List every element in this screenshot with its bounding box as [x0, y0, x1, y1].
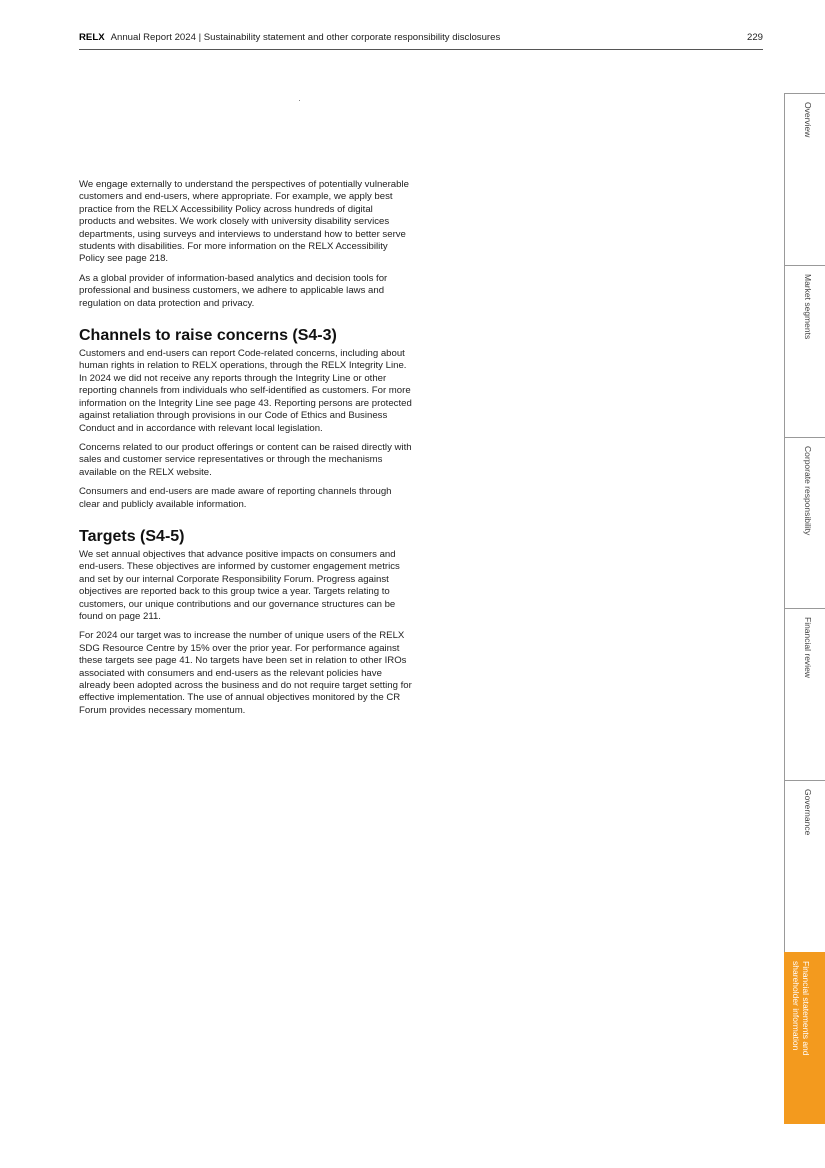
main-content	[79, 179, 412, 724]
page-number: 229	[746, 32, 763, 43]
report-title: Annual Report 2024 | Sustainability statement and other corporate responsibility disclosures	[110, 32, 501, 43]
paragraph: Consumers and end-users are made aware of reporting channels through clear and publicly available information.	[79, 486, 392, 510]
tab-market-segments[interactable]	[784, 265, 825, 437]
tab-label: Governance	[803, 789, 813, 836]
tab-governance[interactable]	[784, 780, 825, 952]
tab-corporate-responsibility[interactable]	[784, 437, 825, 608]
tab-financial-review[interactable]	[784, 608, 825, 780]
paragraph: Customers and end-users can report Code-related concerns, including about human rights in relation to RELX operations, through the RELX Integrity Line. In 2024 we did not receive any reports through the Integrity Line or other reporting channels from individuals who self-identified as customers. For more information on the Integrity Line see page 43. Reporting persons are protected against retaliation through provisions in our Code of Ethics and Business Conduct and in accordance with relevant local legislation.	[79, 348, 412, 434]
paragraph: We engage externally to understand the perspectives of potentially vulnerable customers and end-users, where appropriate. For example, we apply best practice from the RELX Accessibility Policy across hundreds of digital products and websites. We work closely with university disability services departments, using surveys and interviews to understand how to better serve students with disabilities. For more information on the RELX Accessibility Policy see page 218.	[79, 179, 409, 265]
page-header	[79, 32, 763, 50]
stray-dot	[299, 100, 300, 101]
paragraph: As a global provider of information-based analytics and decision tools for professional and business customers, we adhere to applicable laws and regulation on data protection and privacy.	[79, 272, 388, 309]
tab-overview[interactable]	[784, 93, 825, 265]
paragraph: We set annual objectives that advance positive impacts on consumers and end-users. These objectives are informed by customer engagement metrics and set by our internal Corporate Responsibility Forum. Progress against objectives are reported back to this group twice a year. Targets relating to customers, our unique contributions and our governance structures can be found on page 211.	[79, 548, 400, 622]
tab-label: Market segments	[803, 274, 813, 340]
tab-label: Financial review	[803, 617, 813, 678]
tab-label: Financial statements and shareholder information	[791, 961, 811, 1056]
tab-label: Corporate responsibility	[803, 446, 813, 536]
section-heading-channels: Channels to raise concerns (S4-3)	[79, 327, 337, 345]
brand-logo: RELX	[79, 32, 105, 43]
paragraph: Concerns related to our product offerings or content can be raised directly with sales and customer service representatives or through the mechanisms available on the RELX website.	[79, 441, 412, 478]
tab-label: Overview	[803, 102, 813, 138]
tab-financial-statements[interactable]	[784, 952, 825, 1124]
section-heading-targets: Targets (S4-5)	[79, 527, 185, 545]
paragraph: For 2024 our target was to increase the number of unique users of the RELX SDG Resource Centre by 15% over the prior year. For performance against these targets see page 41. No targets have been set in relation to other IROs associated with consumers and end-users as the relevant policies have already been adopted across the business and do not require target setting for effective implementation. The use of annual objectives monitored by the CR Forum provides necessary momentum.	[79, 630, 412, 716]
